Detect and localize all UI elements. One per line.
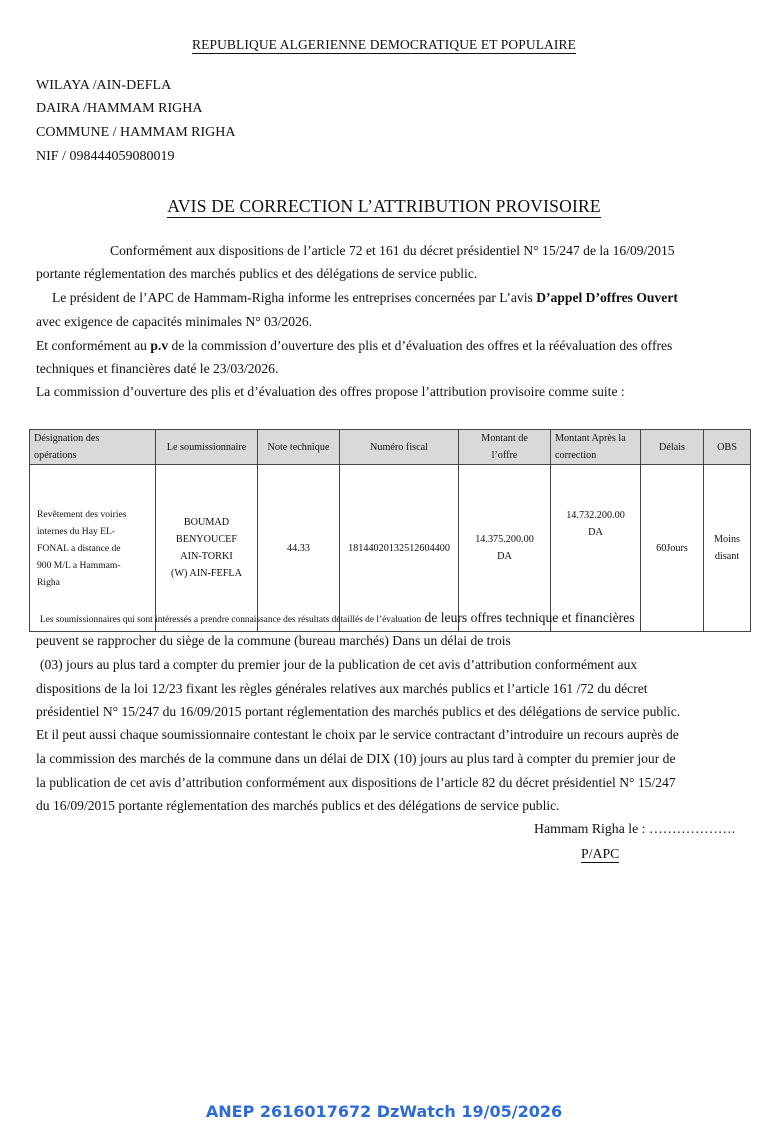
body-line-8: la publication de cet avis d’attribution conformément aux dispositions de l’article 82 du décret présidentiel N° 15/247: [36, 775, 676, 790]
body-line-9: du 16/09/2015 portante réglementation des marchés publics et des délégations de service public.: [36, 798, 560, 813]
intro-line-5-post: de la commission d’ouverture des plis et d’évaluation des offres et la réévaluation des offres: [168, 338, 673, 353]
body-line-5: présidentiel N° 15/247 du 16/09/2015 portant réglementation des marchés publics et des délégations de service public.: [36, 704, 681, 719]
cell-montant-offre: 14.375.200.00 DA: [459, 465, 551, 632]
cell-soumissionnaire: BOUMAD BENYOUCEF AIN-TORKI (W) AIN-FEFLA: [156, 465, 258, 632]
body-line-1-rest: de leurs offres technique et financières: [421, 610, 635, 625]
body-line-3: (03) jours au plus tard a compter du premier jour de la publication de cet avis d’attribution conformément aux: [40, 657, 638, 672]
intro-line-6: techniques et financières daté le 23/03/2026.: [36, 361, 279, 376]
col-soumissionnaire: Le soumissionnaire: [156, 430, 258, 465]
attribution-table: [29, 429, 751, 632]
intro-line-3: [52, 290, 678, 306]
body-line-2: peuvent se rapprocher du siège de la commune (bureau marchés) Dans un délai de trois: [36, 633, 511, 648]
intro-line-2: portante réglementation des marchés publics et des délégations de service public.: [36, 266, 478, 281]
col-montant-correction: Montant Après la correction: [551, 430, 641, 465]
intro-line-5-pre: Et conformément au: [36, 338, 151, 353]
table-row: [30, 465, 751, 632]
appel-offres-bold: D’appel D’offres Ouvert: [536, 290, 678, 305]
cell-montant-correction: 14.732.200.00 DA: [551, 465, 641, 632]
document-title: AVIS DE CORRECTION L’ATTRIBUTION PROVISOIRE: [167, 196, 601, 216]
cell-obs: Moins disant: [704, 465, 751, 632]
col-designation: Désignation des opérations: [30, 430, 156, 465]
intro-line-7: La commission d’ouverture des plis et d’évaluation des offres propose l’attribution provisoire comme suite :: [36, 384, 625, 399]
commune-line: COMMUNE / HAMMAM RIGHA: [36, 125, 236, 140]
col-note-technique: Note technique: [258, 430, 340, 465]
body-line-4: dispositions de la loi 12/23 fixant les règles générales relatives aux marchés publics et l’article 161 /72 du décret: [36, 681, 648, 696]
col-delais: Délais: [641, 430, 704, 465]
nif-line: NIF / 098444059080019: [36, 149, 175, 164]
col-montant-offre: Montant de l’offre: [459, 430, 551, 465]
cell-designation: Revêtement des voiries internes du Hay EL- FONAL a distance de 900 M/L a Hammam- Righa: [30, 465, 156, 632]
table-header-row: [30, 430, 751, 465]
body-line-1-small: Les soumissionnaires qui sont intéressés a prendre connaissance des résultats détaillés de l’évaluation: [40, 615, 422, 625]
wilaya-line: WILAYA /AIN-DEFLA: [36, 78, 172, 93]
col-obs: OBS: [704, 430, 751, 465]
cell-note-technique: 44.33: [258, 465, 340, 632]
republic-header: REPUBLIQUE ALGERIENNE DEMOCRATIQUE ET POPULAIRE: [192, 37, 576, 52]
intro-line-4: avec exigence de capacités minimales N° 03/2026.: [36, 314, 313, 329]
daira-line: DAIRA /HAMMAM RIGHA: [36, 101, 203, 116]
place-date: Hammam Righa le : ……………….: [534, 821, 736, 836]
col-numero-fiscal: Numéro fiscal: [340, 430, 459, 465]
intro-line-3-text: Le président de l’APC de Hammam-Righa informe les entreprises concernées par L’avis: [52, 290, 537, 305]
signatory: P/APC: [581, 846, 620, 861]
cell-numero-fiscal: 18144020132512604400: [340, 465, 459, 632]
body-line-1: [40, 610, 635, 626]
body-line-7: la commission des marchés de la commune dans un délai de DIX (10) jours au plus tard à compter du premier jour de: [36, 751, 676, 766]
anep-reference: ANEP 2616017672 DzWatch 19/05/2026: [205, 1102, 563, 1121]
body-line-6: Et il peut aussi chaque soumissionnaire contestant le choix par le service contractant d’introduire un recours auprès de: [36, 727, 679, 742]
intro-line-5: [36, 338, 672, 354]
pv-bold: p.v: [150, 338, 169, 353]
intro-line-1: Conformément aux dispositions de l’article 72 et 161 du décret présidentiel N° 15/247 de la 16/09/2015: [110, 243, 675, 258]
cell-delais: 60Jours: [641, 465, 704, 632]
